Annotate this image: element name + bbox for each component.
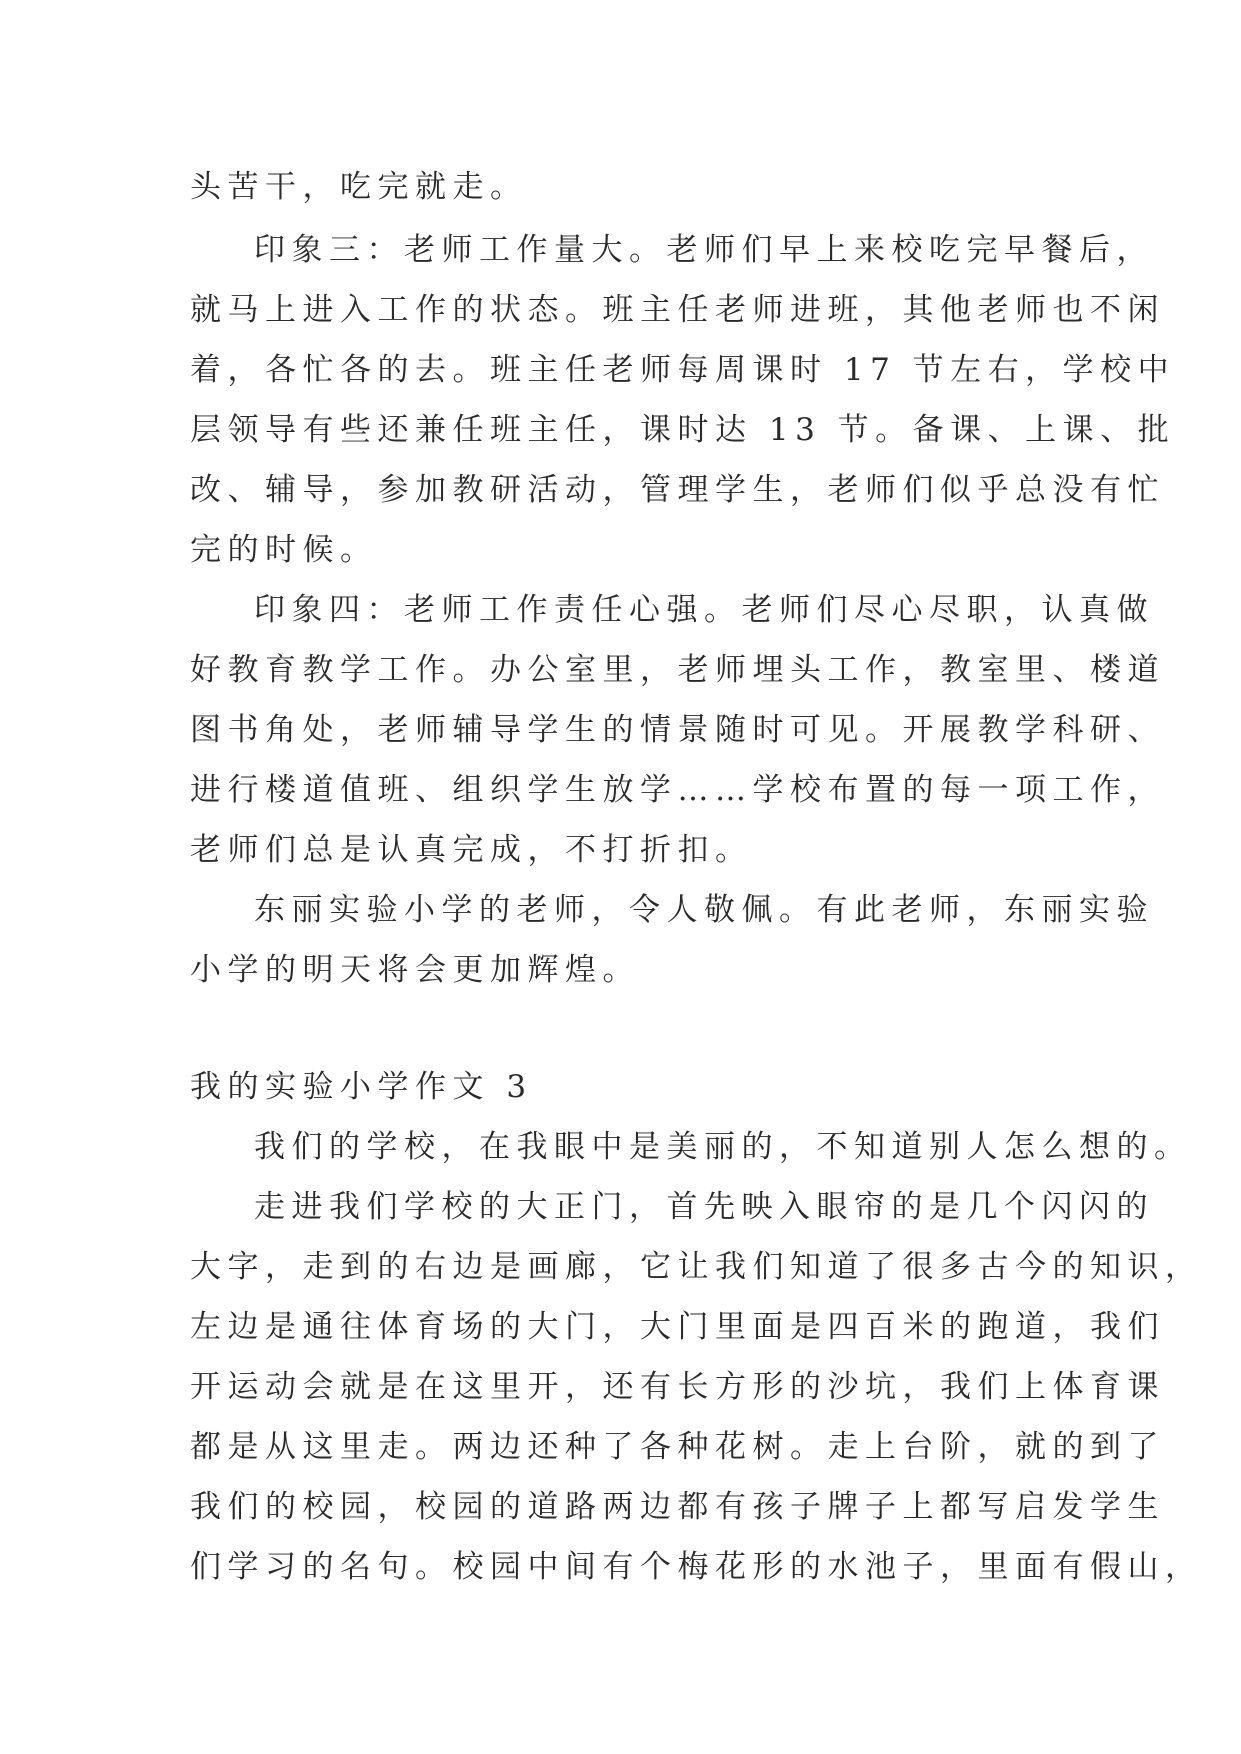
text-line: 好教育教学工作。办公室里，老师埋头工作，教室里、楼道 [190, 652, 1165, 688]
text-line: 层领导有些还兼任班主任，课时达 13 节。备课、上课、批 [190, 412, 1176, 448]
text-line: 大字，走到的右边是画廊，它让我们知道了很多古今的知识， [190, 1249, 1203, 1285]
text-line: 就马上进入工作的状态。班主任老师进班，其他老师也不闲 [190, 292, 1165, 328]
text-line: 左边是通往体育场的大门，大门里面是四百米的跑道，我们 [190, 1309, 1165, 1345]
paragraph-school-gate: 走进我们学校的大正门，首先映入眼帘的是几个闪闪的 [254, 1189, 1154, 1225]
text-line: 开运动会就是在这里开，还有长方形的沙坑，我们上体育课 [190, 1369, 1165, 1405]
section-title: 我的实验小学作文 3 [190, 1069, 533, 1105]
text-line: 小学的明天将会更加辉煌。 [190, 952, 640, 988]
paragraph-impression-four: 印象四：老师工作责任心强。老师们尽心尽职，认真做 [254, 592, 1154, 628]
text-line: 头苦干，吃完就走。 [190, 169, 528, 205]
text-line: 老师们总是认真完成，不打折扣。 [190, 832, 753, 868]
paragraph-impression-three: 印象三：老师工作量大。老师们早上来校吃完早餐后， [254, 232, 1154, 268]
text-line: 完的时候。 [190, 532, 378, 568]
text-line: 进行楼道值班、组织学生放学……学校布置的每一项工作， [190, 772, 1165, 808]
paragraph-intro: 我们的学校，在我眼中是美丽的，不知道别人怎么想的。 [254, 1129, 1192, 1165]
text-line: 着，各忙各的去。班主任老师每周课时 17 节左右，学校中 [190, 352, 1176, 388]
text-line: 我们的校园，校园的道路两边都有孩子牌子上都写启发学生 [190, 1489, 1165, 1525]
text-line: 改、辅导，参加教研活动，管理学生，老师们似乎总没有忙 [190, 472, 1165, 508]
text-line: 们学习的名句。校园中间有个梅花形的水池子，里面有假山， [190, 1549, 1203, 1585]
paragraph-conclusion: 东丽实验小学的老师，令人敬佩。有此老师，东丽实验 [254, 892, 1154, 928]
text-line: 都是从这里走。两边还种了各种花树。走上台阶，就的到了 [190, 1429, 1165, 1465]
text-line: 图书角处，老师辅导学生的情景随时可见。开展教学科研、 [190, 712, 1165, 748]
